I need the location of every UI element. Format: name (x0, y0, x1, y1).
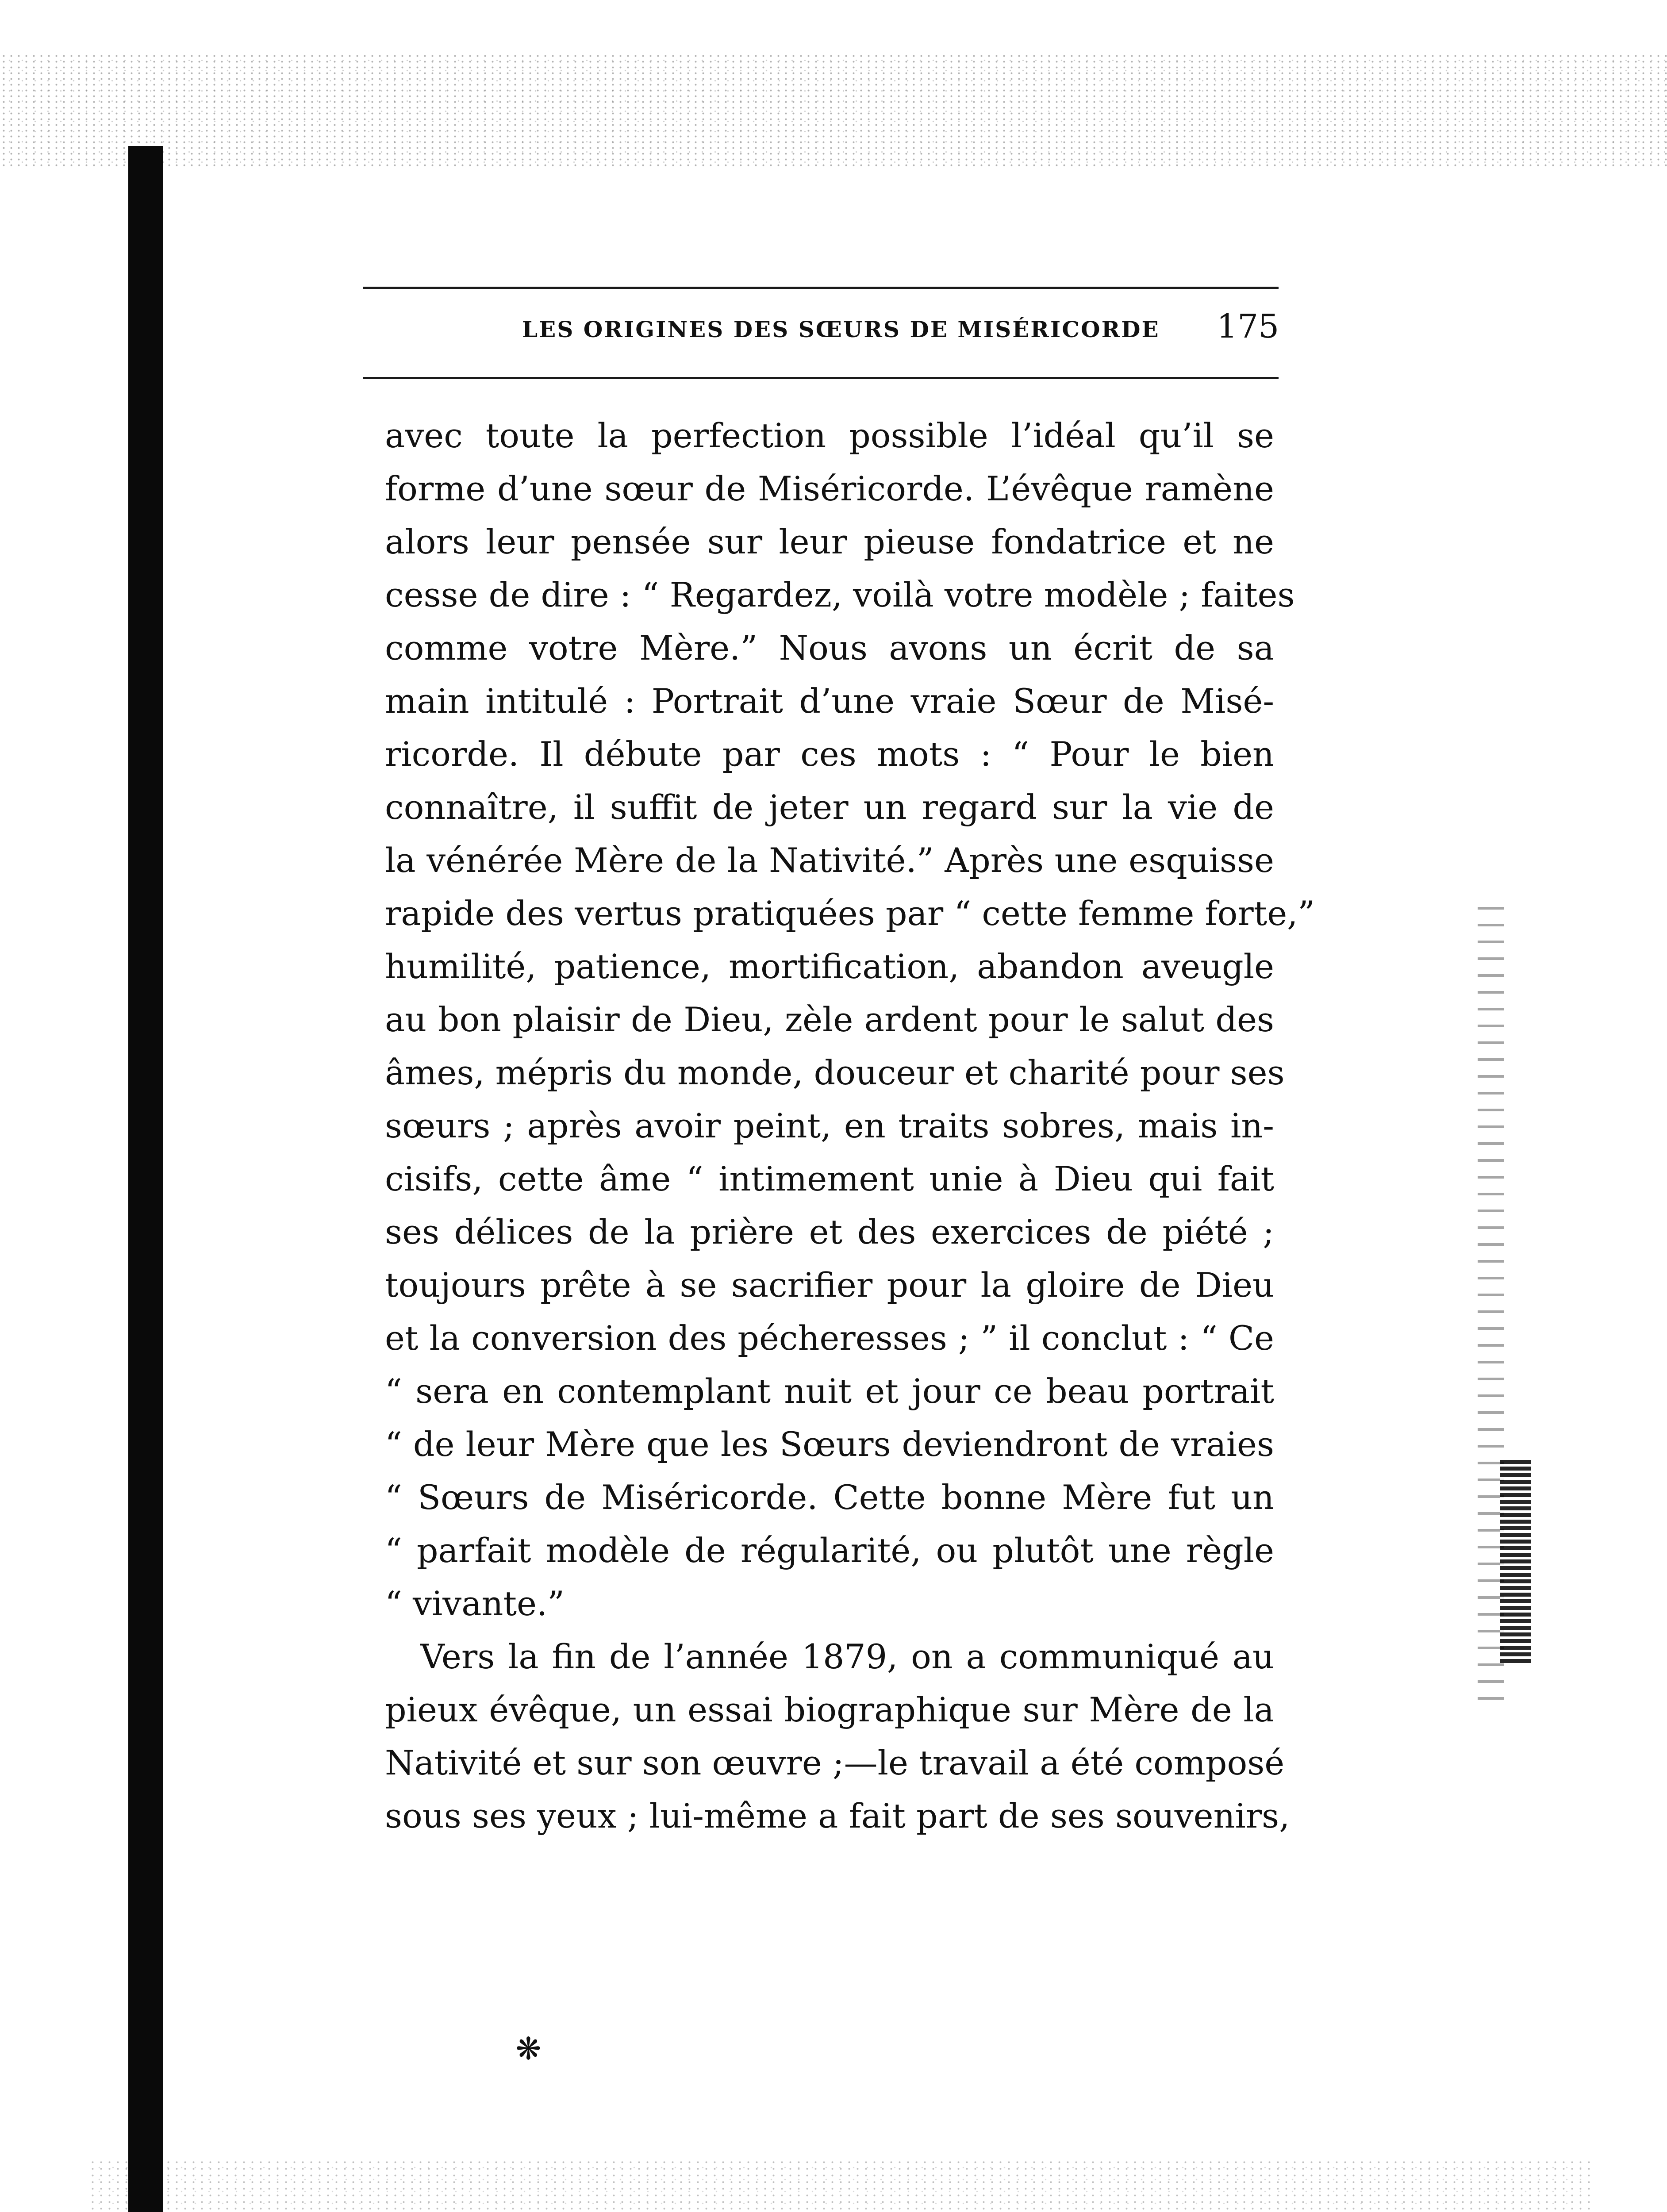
text-line: cisifs, cette âme “ intimement unie à Dieu qui fait (385, 1159, 1274, 1198)
binding-edge-shadow (128, 146, 163, 2212)
text-line: avec toute la perfection possible l’idéal qu’il se (385, 416, 1274, 455)
text-line: main intitulé : Portrait d’une vraie Sœur de Misé- (385, 681, 1274, 721)
text-line: sous ses yeux ; lui-même a fait part de ses souvenirs, (385, 1796, 1290, 1836)
text-line: “ de leur Mère que les Sœurs deviendront de vraies (385, 1425, 1274, 1464)
text-line: rapide des vertus pratiquées par “ cette femme forte,” (385, 894, 1315, 933)
text-line: connaître, il suffit de jeter un regard sur la vie de (385, 787, 1274, 827)
text-line: ses délices de la prière et des exercices de piété ; (385, 1212, 1274, 1252)
printer-mark-icon: ❋ (515, 2031, 542, 2067)
text-line: Nativité et sur son œuvre ;—le travail a été composé (385, 1743, 1285, 1782)
text-line: humilité, patience, mortification, abandon aveugle (385, 947, 1274, 986)
text-line: ricorde. Il débute par ces mots : “ Pour le bien (385, 734, 1274, 774)
text-line: forme d’une sœur de Miséricorde. L’évêque ramène (385, 469, 1274, 508)
text-line: comme votre Mère.” Nous avons un écrit de sa (385, 628, 1274, 668)
header-rule-top (363, 287, 1279, 289)
text-line: toujours prête à se sacrifier pour la gloire de Dieu (385, 1265, 1274, 1305)
text-line: “ parfait modèle de régularité, ou plutôt une règle (385, 1531, 1274, 1570)
page-number: 175 (1217, 307, 1279, 346)
scan-noise-bottom (88, 2159, 1593, 2212)
text-line: la vénérée Mère de la Nativité.” Après une esquisse (385, 841, 1274, 880)
text-line: et la conversion des pécheresses ; ” il conclut : “ Ce (385, 1318, 1274, 1358)
text-line: Vers la fin de l’année 1879, on a communiqué au (420, 1637, 1274, 1676)
text-line: pieux évêque, un essai biographique sur Mère de la (385, 1690, 1274, 1729)
text-line: cesse de dire : “ Regardez, voilà votre modèle ; faites (385, 575, 1295, 614)
text-line: au bon plaisir de Dieu, zèle ardent pour le salut des (385, 1000, 1274, 1039)
header-rule-bottom (363, 377, 1279, 379)
text-line: “ vivante.” (385, 1584, 565, 1623)
text-line: âmes, mépris du monde, douceur et charité pour ses (385, 1053, 1285, 1092)
running-head: LES ORIGINES DES SŒURS DE MISÉRICORDE (522, 316, 1160, 342)
body-text (385, 409, 1315, 1843)
text-line: “ Sœurs de Miséricorde. Cette bonne Mère fut un (385, 1478, 1274, 1517)
text-line: sœurs ; après avoir peint, en traits sobres, mais in- (385, 1106, 1274, 1145)
scan-noise-top (0, 53, 1667, 168)
text-line: alors leur pensée sur leur pieuse fondatrice et ne (385, 522, 1274, 561)
text-line: “ sera en contemplant nuit et jour ce beau portrait (385, 1371, 1274, 1411)
scan-edge-barcode (1500, 1460, 1531, 1663)
